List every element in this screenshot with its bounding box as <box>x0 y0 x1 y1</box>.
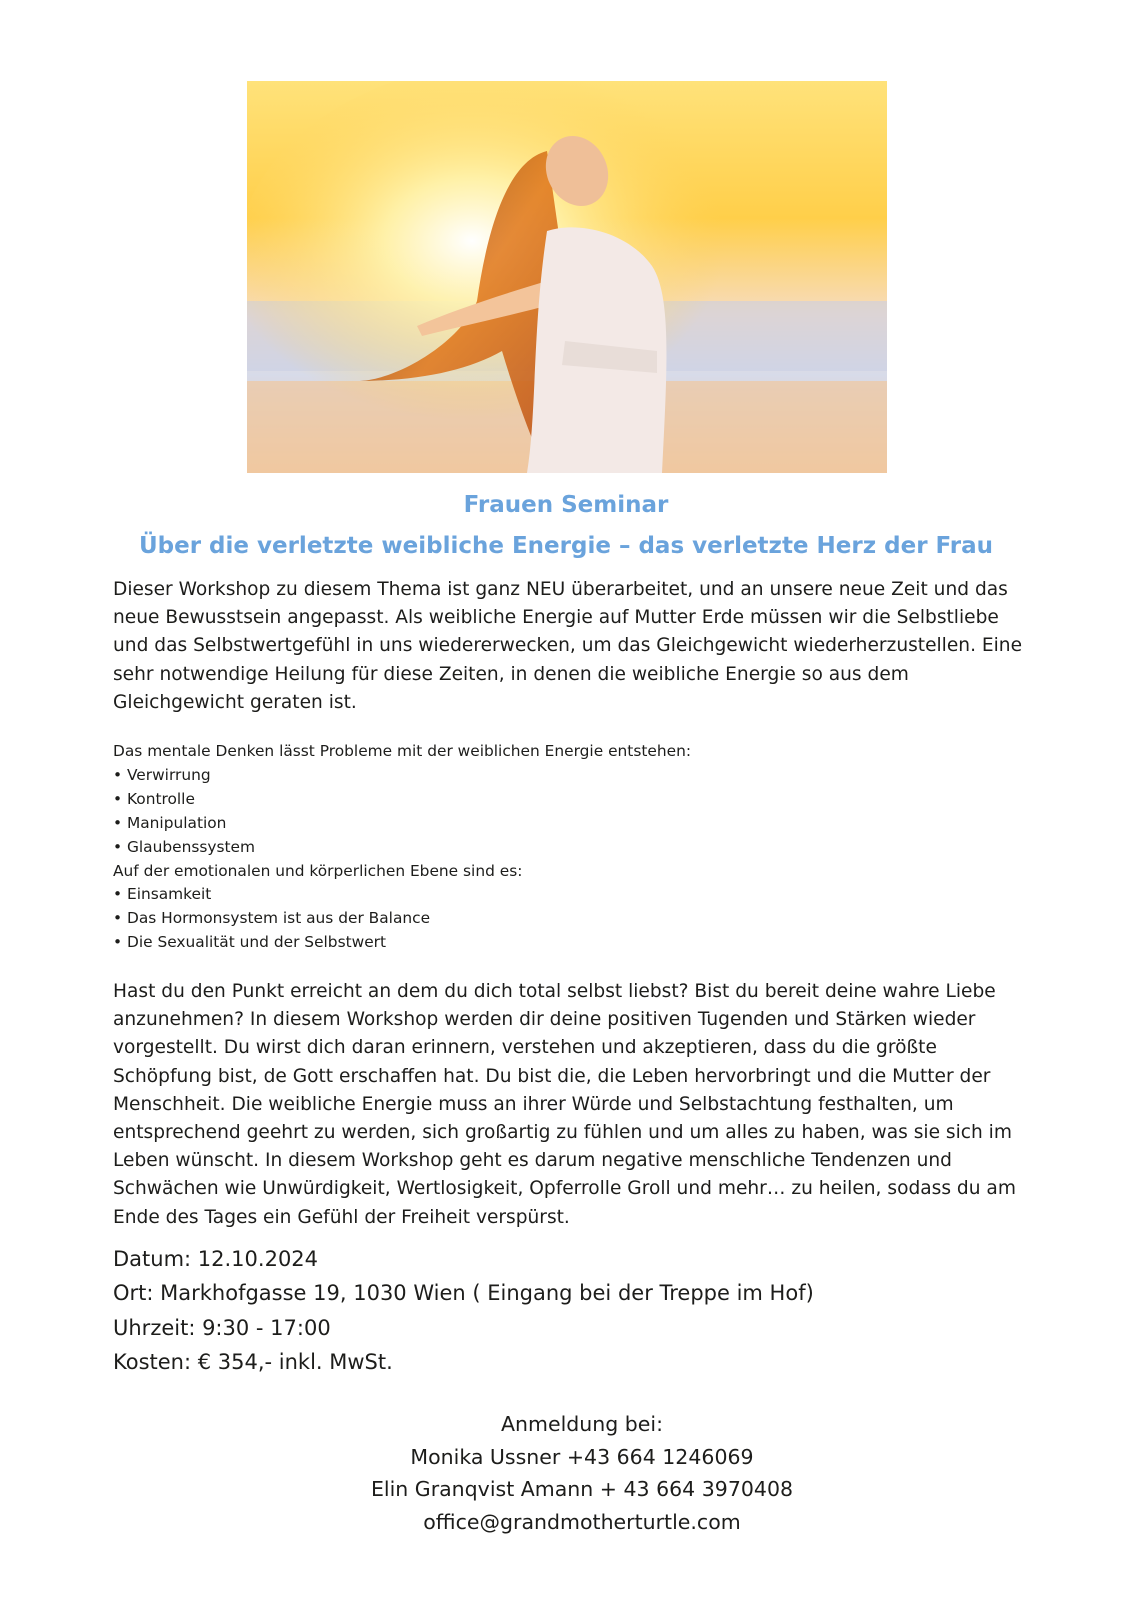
contact-person-1: Monika Ussner +43 664 1246069 <box>410 1444 754 1469</box>
list-item: • Verwirrung <box>113 765 211 784</box>
list-item: • Die Sexualität und der Selbstwert <box>113 933 387 952</box>
list-item: • Glaubenssystem <box>113 837 256 856</box>
intro-paragraph: Dieser Workshop zu diesem Thema ist ganz NEU überarbeitet, und an unsere neue Zeit und das neue Bewusstsein angepasst. Als weibliche Energie auf Mutter Erde müssen wir die Selbstliebe und das Selbstwertgefühl in uns wiedererwecken, um das Gleichgewicht wiederherzustellen. Eine sehr notwendige Heilung für diese Zeiten, in denen die weibliche Energie so aus dem Gleichgewicht geraten ist. <box>113 579 1023 713</box>
event-details <box>113 1242 814 1379</box>
hero-photo <box>247 81 887 473</box>
problem-lists <box>113 740 1013 955</box>
event-time: Uhrzeit: 9:30 - 17:00 <box>113 1315 331 1340</box>
body-paragraph: Hast du den Punkt erreicht an dem du dich total selbst liebst? Bist du bereit deine wahre Liebe anzunehmen? In diesem Workshop werden dir deine positiven Tugenden und Stärken wieder vorgestellt. Du wirst dich daran erinnern, verstehen und akzeptieren, dass du die größte Schöpfung bist, de Gott erschaffen hat. Du bist die, die Leben hervorbringt und die Mutter der Menschheit. Die weibliche Energie muss an ihrer Würde und Selbstachtung festhalten, um entsprechend geehrt zu werden, sich großartig zu fühlen und um alles zu haben, was sie sich im Leben wünscht. In diesem Workshop geht es darum negative menschliche Tendenzen und Schwächen wie Unwürdigkeit, Wertlosigkeit, Opferrolle Groll und mehr… zu heilen, sodass du am Ende des Tages ein Gefühl der Freiheit verspürst. <box>113 981 1016 1228</box>
list-item: • Das Hormonsystem ist aus der Balance <box>113 909 431 928</box>
seminar-title: Frauen Seminar <box>463 492 669 518</box>
emotional-heading: Auf der emotionalen und körperlichen Ebene sind es: <box>113 861 523 880</box>
woman-sunlight-photo <box>247 81 887 473</box>
contact-heading: Anmeldung bei: <box>500 1412 664 1436</box>
event-place: Ort: Markhofgasse 19, 1030 Wien ( Eingang bei der Treppe im Hof) <box>113 1281 814 1306</box>
list-item: • Einsamkeit <box>113 885 212 904</box>
contact-person-2: Elin Granqvist Amann + 43 664 3970408 <box>370 1477 794 1502</box>
registration-contact <box>0 1408 1132 1539</box>
mental-heading: Das mentale Denken lässt Probleme mit der weiblichen Energie entstehen: <box>113 742 692 760</box>
event-date: Datum: 12.10.2024 <box>113 1247 319 1271</box>
contact-email[interactable]: office@grandmotherturtle.com <box>423 1510 741 1535</box>
seminar-subtitle: Über die verletzte weibliche Energie – das verletzte Herz der Frau <box>138 533 994 559</box>
event-cost: Kosten: € 354,- inkl. MwSt. <box>113 1349 393 1374</box>
list-item: • Manipulation <box>113 813 227 832</box>
list-item: • Kontrolle <box>113 789 195 808</box>
